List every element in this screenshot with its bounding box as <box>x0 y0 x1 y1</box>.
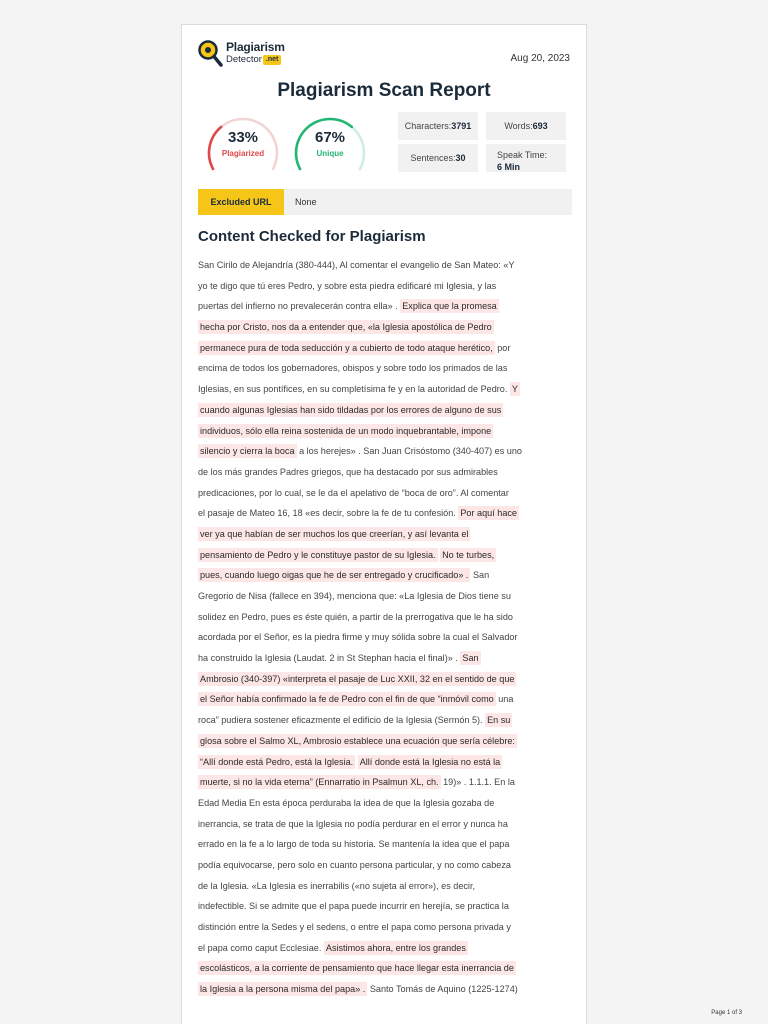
text-segment: de los más grandes Padres griegos, que ha destacado por sus admirables <box>198 466 498 477</box>
plagiarized-text-segment: Ambrosio (340-397) «interpreta el pasaje de Luc XXII, 32 en el sentido de que <box>200 673 515 684</box>
text-segment: yo te digo que tú eres Pedro, y sobre esta piedra edificaré mi Iglesia, y las <box>198 280 497 291</box>
text-segment: San <box>472 570 490 581</box>
content-line <box>198 338 572 359</box>
characters-stat <box>398 112 478 140</box>
text-segment: el papa como caput Ecclesiae. <box>198 942 322 953</box>
text-segment: Edad Media En esta época perduraba la idea de que la Iglesia gozaba de <box>198 797 495 808</box>
plagiarized-gauge <box>204 113 282 175</box>
plagiarized-text-segment: glosa sobre el Salmo XL, Ambrosio establece una ecuación que sería célebre: <box>200 735 515 746</box>
text-segment: 19)» . 1.1.1. En la <box>443 777 515 788</box>
sentences-label: Sentences: <box>410 153 456 163</box>
unique-gauge <box>291 113 369 175</box>
text-segment: Iglesias, en sus pontífices, en su completísima fe y en la autoridad de Pedro. <box>198 384 508 395</box>
text-segment: predicaciones, por lo cual, se le da el apelativo de “boca de oro”. Al comentar <box>198 487 509 498</box>
speak-time-value: 6 Min <box>497 162 521 172</box>
text-segment: una <box>498 694 514 705</box>
plagiarized-text-segment: Asistimos ahora, entre los grandes <box>325 942 466 953</box>
content-line <box>198 400 572 421</box>
text-segment: distinción entre la Sedes y el sedens, o entre el papa como persona privada y <box>198 922 511 932</box>
plagiarized-text-segment: No te turbes, <box>442 549 495 560</box>
content-line <box>198 814 572 835</box>
plagiarized-text-segment: muerte, si no la vida eterna” (Ennarratio in Psalmun XL, ch. <box>200 777 439 788</box>
content-line <box>198 565 572 586</box>
content-line <box>198 772 572 793</box>
text-segment: a los herejes» . San Juan Crisóstomo (340-407) es uno <box>299 446 522 457</box>
plagiarized-text-segment: cuando algunas Iglesias han sido tildadas por los errores de alguno de sus <box>200 404 502 415</box>
content-line <box>198 669 572 690</box>
words-stat <box>486 112 566 140</box>
content-line <box>198 524 572 545</box>
plagiarized-text-segment: “Allí donde está Pedro, está la Iglesia. <box>200 756 354 767</box>
plagiarized-text-segment: silencio y cierra la boca <box>200 446 295 457</box>
content-line <box>198 586 572 607</box>
brand-name: Plagiarism <box>226 40 285 54</box>
content-line <box>198 896 572 917</box>
speak-time-stat <box>486 144 566 172</box>
content-heading: Content Checked for Plagiarism <box>198 228 426 245</box>
content-line <box>198 710 572 731</box>
text-segment: el pasaje de Mateo 16, 18 «es decir, sobre la fe de tu confesión. <box>198 508 456 519</box>
plagiarized-text-segment: pues, cuando luego oigas que he de ser entregado y crucificado» . <box>200 570 469 581</box>
report-date: Aug 20, 2023 <box>510 53 570 64</box>
plagiarized-text-segment: Explica que la promesa <box>402 301 497 312</box>
text-segment: indefectible. Si se admite que el papa puede incurrir en herejía, se practica la <box>198 901 509 912</box>
speak-time-label: Speak Time: <box>497 150 548 160</box>
plagiarized-text-segment: el Señor había confirmado la fe de Pedro con el fin de que “inmóvil como <box>200 694 494 705</box>
plagiarized-text-segment: Y <box>511 384 518 395</box>
text-segment: solidez en Pedro, pues es éste quién, a partir de la prerrogativa que le ha sido <box>198 611 513 622</box>
text-segment: por <box>497 342 511 353</box>
content-line <box>198 296 572 317</box>
page-title: Plagiarism Scan Report <box>277 80 491 101</box>
content-line <box>198 731 572 752</box>
content-line <box>198 379 572 400</box>
content-line <box>198 938 572 959</box>
content-line <box>198 855 572 876</box>
text-segment: podía equivocarse, pero solo en cuanto persona particular, y no como cabeza <box>198 859 511 870</box>
checked-content <box>198 255 572 1000</box>
text-segment: de la Iglesia. «La Iglesia es inerrabilis («no sujeta al error»), es decir, <box>198 880 475 891</box>
content-line <box>198 752 572 773</box>
content-line <box>198 834 572 855</box>
plagiarized-text-segment: individuos, sólo ella reina sostenida de un modo inquebrantable, impone <box>200 425 492 436</box>
text-segment: Gregorio de Nisa (fallece en 394), menciona que: «La Iglesia de Dios tiene su <box>198 591 511 601</box>
content-line <box>198 793 572 814</box>
plagiarized-text-segment: En su <box>487 715 511 726</box>
words-label: Words: <box>504 121 533 131</box>
content-line <box>198 876 572 897</box>
content-line <box>198 462 572 483</box>
text-segment: ha construido la Iglesia (Laudat. 2 in St Stephan hacia el final)» . <box>198 653 458 664</box>
plagiarized-text-segment: ver ya que habían de ser muchos los que creerían, y así levanta el <box>200 528 469 539</box>
plagiarized-text-segment: permanece pura de toda seducción y a cubierto de todo ataque herético, <box>200 342 493 353</box>
text-segment: errado en la fe a lo largo de toda su historia. Se mantenía la idea que el papa <box>198 839 510 850</box>
content-line <box>198 358 572 379</box>
words-value: 693 <box>532 121 548 131</box>
text-segment: inerrancia, se trata de que la Iglesia no podía perdurar en el error y nunca ha <box>198 818 508 829</box>
excluded-url-value: None <box>295 197 317 207</box>
content-line <box>198 317 572 338</box>
content-line <box>198 503 572 524</box>
content-line <box>198 483 572 504</box>
sentences-stat <box>398 144 478 172</box>
text-segment: roca” pudiera sostener eficazmente el edificio de la Iglesia (Sermón 5). <box>198 715 483 726</box>
plagiarized-text-segment: Allí donde está la Iglesia no está la <box>359 756 501 767</box>
excluded-url-row <box>198 189 572 215</box>
content-line <box>198 648 572 669</box>
text-segment: puertas del infierno no prevalecerán contra ella» . <box>198 301 398 312</box>
text-segment: Santo Tomás de Aquino (1225-1274) <box>369 984 518 995</box>
content-line <box>198 958 572 979</box>
unique-percent: 67% <box>314 129 346 146</box>
plagiarized-text-segment: pensamiento de Pedro y le constituye pastor de su Iglesia. <box>200 549 436 560</box>
content-line <box>198 627 572 648</box>
plagiarized-text-segment: Por aquí hace <box>460 508 517 519</box>
text-segment: acordada por el Señor, es la piedra firme y muy sólida sobre la cual el Salvador <box>198 632 518 643</box>
excluded-url-label: Excluded URL <box>198 189 284 215</box>
plagiarized-label: Plagiarized <box>221 149 265 158</box>
magnifier-logo-icon <box>197 39 225 69</box>
text-segment: San Cirilo de Alejandría (380-444), Al comentar el evangelio de San Mateo: «Y <box>198 260 515 270</box>
content-line <box>198 276 572 297</box>
content-line <box>198 255 572 276</box>
plagiarized-text-segment: la Iglesia a la persona misma del papa» . <box>200 984 366 995</box>
brand-subname: Detector .net <box>226 54 281 65</box>
brand-net-badge: .net <box>263 55 281 65</box>
page-number: Page 1 of 3 <box>711 1010 742 1016</box>
text-segment: encima de todos los gobernadores, obispos y sobre todo los primados de las <box>198 363 508 374</box>
characters-value: 3791 <box>451 121 472 131</box>
content-line <box>198 441 572 462</box>
plagiarized-percent: 33% <box>227 129 259 146</box>
plagiarized-text-segment: hecha por Cristo, nos da a entender que, «la Iglesia apostólica de Pedro <box>200 322 492 333</box>
content-line <box>198 689 572 710</box>
sentences-value: 30 <box>455 153 466 163</box>
content-line <box>198 421 572 442</box>
report-page <box>181 24 587 1024</box>
plagiarized-text-segment: escolásticos, a la corriente de pensamiento que hace llegar esta inerrancia de <box>200 963 514 974</box>
characters-label: Characters: <box>404 121 452 131</box>
content-line <box>198 607 572 628</box>
content-line <box>198 979 572 1000</box>
content-line <box>198 917 572 938</box>
unique-label: Unique <box>316 149 344 158</box>
plagiarized-text-segment: San <box>462 653 479 664</box>
content-line <box>198 545 572 566</box>
